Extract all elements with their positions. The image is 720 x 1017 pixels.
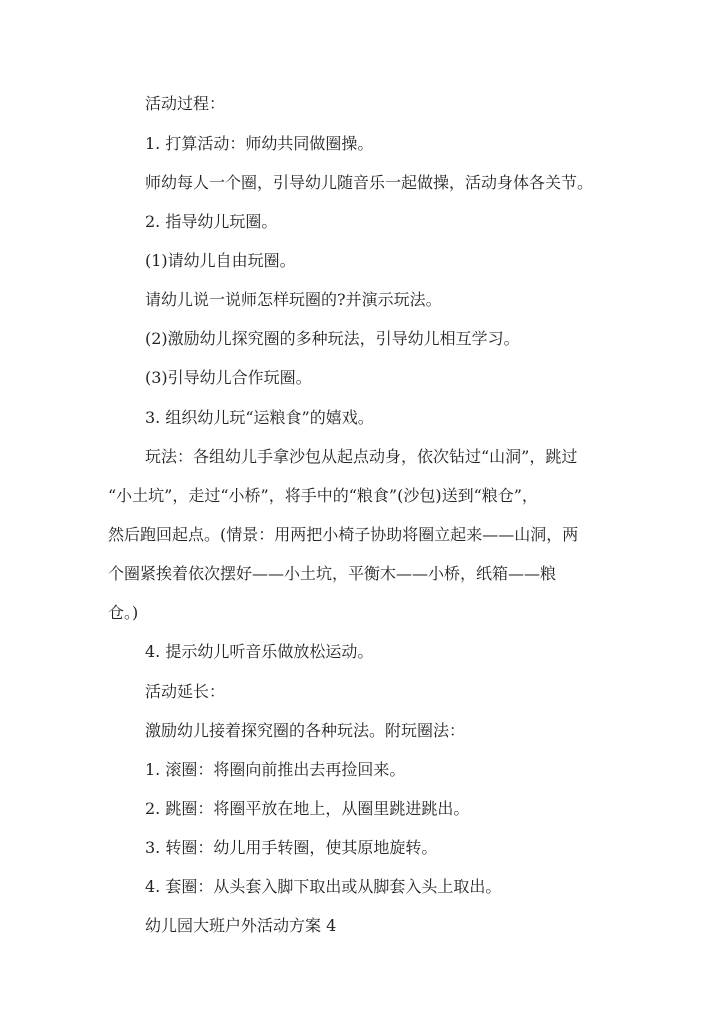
step-3-heading: 3. 组织幼儿玩“运粮食”的嬉戏。 — [145, 408, 374, 427]
substep-3: (3)引导幼儿合作玩圈。 — [145, 368, 312, 387]
section-heading-extension: 活动延长： — [145, 682, 226, 701]
list-item: 1. 滚圈：将圈向前推出去再捡回来。 — [145, 760, 406, 779]
paragraph-line: 激励幼儿接着探究圈的各种玩法。附玩圈法： — [145, 721, 466, 740]
paragraph-line: 个圈紧挨着依次摆好——小土坑，平衡木——小桥，纸箱——粮 — [108, 564, 557, 583]
substep-1: (1)请幼儿自由玩圈。 — [145, 251, 296, 270]
paragraph-line: 请幼儿说一说师怎样玩圈的?并演示玩法。 — [145, 290, 442, 309]
section-heading-process: 活动过程： — [145, 94, 226, 113]
list-item: 2. 跳圈：将圈平放在地上，从圈里跳进跳出。 — [145, 799, 470, 818]
paragraph-line: 仓。) — [108, 603, 139, 622]
substep-2: (2)激励幼儿探究圈的多种玩法，引导幼儿相互学习。 — [145, 329, 520, 348]
step-2-heading: 2. 指导幼儿玩圈。 — [145, 212, 278, 231]
paragraph-line: “小土坑”，走过“小桥”，将手中的“粮食”(沙包)送到“粮仓”， — [108, 486, 538, 505]
plan-title: 幼儿园大班户外活动方案 4 — [145, 916, 337, 935]
list-item: 3. 转圈：幼儿用手转圈，使其原地旋转。 — [145, 838, 438, 857]
step-4-heading: 4. 提示幼儿听音乐做放松运动。 — [145, 642, 374, 661]
paragraph-line: 玩法：各组幼儿手拿沙包从起点动身，依次钻过“山洞”，跳过 — [145, 447, 578, 466]
step-1-heading: 1. 打算活动：师幼共同做圈操。 — [145, 134, 374, 153]
paragraph-line: 然后跑回起点。(情景：用两把小椅子协助将圈立起来——山洞，两 — [108, 525, 579, 544]
paragraph-line: 师幼每人一个圈，引导幼儿随音乐一起做操，活动身体各关节。 — [145, 173, 594, 192]
list-item: 4. 套圈：从头套入脚下取出或从脚套入头上取出。 — [145, 877, 502, 896]
